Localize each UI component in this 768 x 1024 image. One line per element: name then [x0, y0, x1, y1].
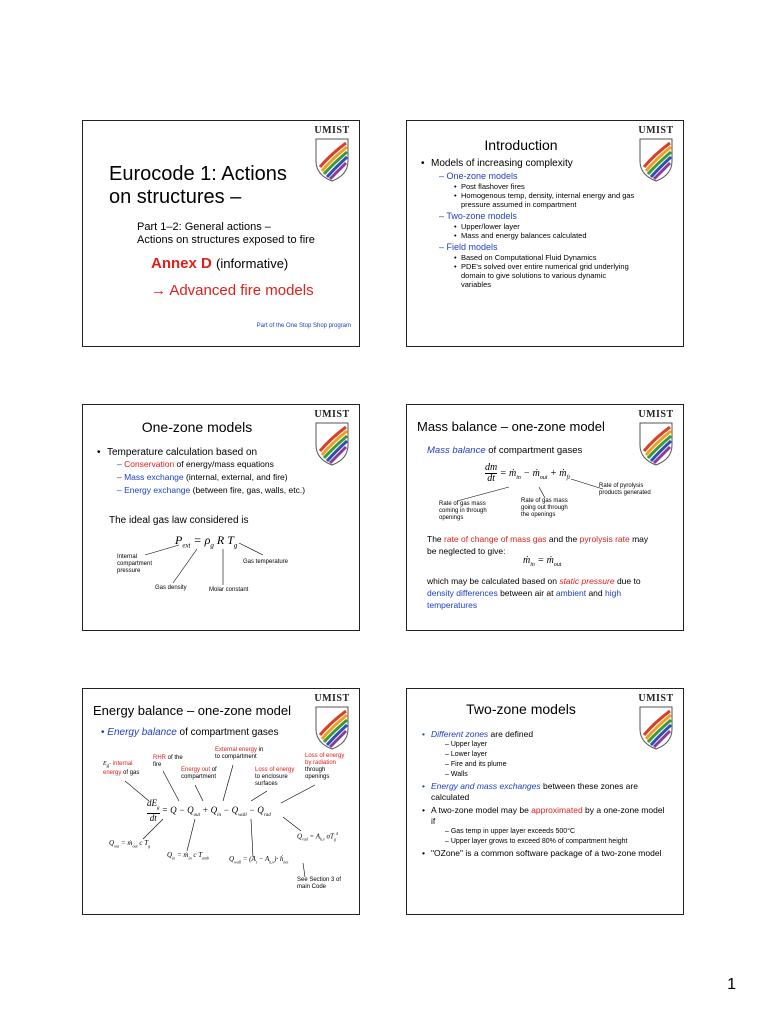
temperatures-label: temperatures: [427, 600, 478, 610]
label-mass-out: Rate of gas mass going out through the openings: [521, 498, 568, 518]
slide-one-zone-models: UMIST One-zone models • Temperature calculation based on – Conservation of energy/mass equations – Mass exchange (internal, external, and fire) – Energy exchange (between fire, gas, walls, etc.) The ideal gas law considered is $P_{ext} = \rho_g$ R $T_g$ Internal compartment pressure Gas density Molar constant Gas temperature: [82, 404, 360, 631]
label-pyrolysis: Rate of pyrolysis products generated: [599, 483, 651, 496]
ozone-text: "OZone" is a common software package of a two-zone model: [431, 848, 662, 858]
field-item: PDE's solved over entire numerical grid underlying: [461, 262, 629, 271]
advanced-fire-models: → Advanced fire models: [151, 282, 314, 299]
slide2-bullet: • Models of increasing complexity: [421, 158, 573, 169]
q-rad-equation: $Q_{rad} = A_{h,v}$ $\sigma T_g^4$: [297, 831, 338, 842]
slide1-subtitle-line1: Part 1–2: General actions –: [137, 221, 271, 233]
slide1-footer: Part of the One Stop Shop program: [256, 323, 351, 329]
logo-name: UMIST: [314, 693, 350, 704]
ideal-gas-equation: $P_{ext} = \rho_g$ R $T_g$: [175, 533, 238, 550]
two-zone-heading: – Two-zone models: [439, 211, 517, 221]
logo-name: UMIST: [314, 409, 350, 420]
slide4-title: Mass balance – one-zone model: [417, 419, 605, 434]
slide-introduction: UMIST Introduction • Models of increasing complexity – One-zone models • Post flashover fires • Homogenous temp, density, internal energy and gas pressure assumed in compartment – Two-zone models • Upper/lower layer • Mass and energy balances calculated – Field models • Based on Computational Fluid Dynamics • PDE's solved over entire numerical grid underlying domain to give solutions to various dynamic variables: [406, 120, 684, 347]
approx-text-2: by a one-zone model if: [431, 805, 665, 826]
energy-mass-exchanges-rest: between these zones are calculated: [431, 781, 638, 802]
different-zones-rest: are defined: [488, 729, 534, 739]
approximated-label: approximated: [531, 805, 583, 815]
two-zone-item: Mass and energy balances calculated: [461, 231, 587, 240]
slide5-title: Energy balance – one-zone model: [93, 703, 292, 718]
calc-text-4: and: [586, 588, 605, 598]
different-zones-label: Different zones: [431, 729, 489, 739]
calc-text-1: which may be calculated based on: [427, 576, 560, 586]
rate-of-change-label: rate of change of mass gas: [444, 534, 547, 544]
mass-balance-rest: of compartment gases: [485, 445, 583, 456]
ambient-label: ambient: [555, 588, 587, 598]
mass-balance-equation: $\frac{dm}{dt}$ = ṁ$_{in}$ − ṁ$_{out}$ + ṁ$_{fi}$: [485, 462, 570, 484]
density-differences-label: density differences: [427, 588, 498, 598]
energy-exchange-label: Energy exchange: [124, 485, 191, 495]
slide-eurocode-title: [82, 120, 360, 347]
slide1-subtitle-line2: Actions on structures exposed to fire: [137, 234, 315, 246]
neglect-text-1: The: [427, 534, 445, 544]
mass-in-out-equation: ṁ$_{in}$ = ṁ$_{out}$: [523, 555, 562, 568]
gas-law-arrows: [83, 405, 360, 631]
neglect-paragraph: [427, 533, 677, 557]
label-loss-enclosure: Loss of energy to enclosure surfaces: [255, 767, 295, 787]
annex-note: (informative): [216, 256, 289, 271]
see-section-note: See Section 3 of main Code: [297, 877, 342, 890]
energy-exchange-rest: (between fire, gas, walls, etc.): [190, 485, 306, 495]
annex-label: Annex D: [151, 255, 212, 272]
condition-item: Upper layer grows to exceed 80% of compartment height: [450, 838, 628, 845]
slide3-bullet: Temperature calculation based on: [107, 447, 258, 458]
calc-paragraph: [427, 575, 679, 611]
mass-balance-label: Mass balance: [427, 445, 486, 456]
one-zone-item: Post flashover fires: [461, 182, 525, 191]
zone-item: Walls: [450, 771, 468, 778]
conservation-label: Conservation: [124, 459, 175, 469]
label-molar-constant: Molar constant: [209, 587, 249, 593]
label-loss-radiation: Loss of energy by radiation through openings: [305, 753, 345, 780]
one-zone-heading: – One-zone models: [439, 171, 518, 181]
energy-mass-exchanges-label: Energy and mass exchanges: [431, 781, 541, 791]
label-internal-pressure: Internal compartment pressure: [117, 554, 153, 574]
label-gas-density: Gas density: [155, 585, 187, 591]
zone-item: Fire and its plume: [450, 761, 507, 768]
slide1-title-line2: on structures –: [109, 186, 242, 208]
umist-logo: [309, 125, 355, 185]
label-mass-in: Rate of gas mass coming in through openings: [439, 501, 487, 521]
gas-law-text: The ideal gas law considered is: [109, 515, 249, 526]
slide6-title: Two-zone models: [466, 701, 576, 717]
shield-icon: [314, 137, 350, 183]
label-internal-energy: $E_g-$ internal energy of gas: [103, 761, 140, 777]
one-zone-item: pressure assumed in compartment: [461, 200, 577, 209]
slide2-title: Introduction: [484, 137, 558, 153]
high-label: high: [605, 588, 622, 598]
field-models-heading: – Field models: [439, 242, 498, 252]
logo-name: UMIST: [638, 409, 674, 420]
energy-balance-rest: of compartment gases: [176, 727, 279, 738]
calc-text-2: due to: [614, 576, 641, 586]
q-wall-equation: $Q_{wall} = (A_t - A_{h,v})\cdot$ ḣ$_{net}$: [229, 855, 289, 865]
label-energy-out: Energy out of compartment: [181, 767, 217, 780]
q-in-equation: $Q_{in}$ = ṁ$_{in}$ c $T_{amb}$: [167, 851, 209, 861]
logo-name: UMIST: [638, 693, 674, 704]
neglect-text-3: may: [629, 534, 649, 544]
static-pressure-label: static pressure: [559, 576, 615, 586]
one-zone-item: Homogenous temp, density, internal energy and gas: [461, 191, 635, 200]
zone-item: Lower layer: [450, 751, 488, 758]
slide-mass-balance: [406, 404, 684, 631]
pyrolysis-rate-label: pyrolysis rate: [579, 534, 630, 544]
field-item: Based on Computational Fluid Dynamics: [461, 253, 597, 262]
slide-two-zone-models: UMIST Two-zone models • Different zones are defined – Upper layer – Lower layer – Fire and its plume – Walls • Energy and mass exchanges between these zones are calculated • A two-zone model may be approximated by a one-zone model if – Gas temp in upper layer exceeds 500°C – Upper layer grows to exceed 80% of compartment height • "OZone" is a common software package of a two-zone model: [406, 688, 684, 915]
slide1-title-line1: Eurocode 1: Actions: [109, 163, 287, 185]
page-number: 1: [727, 976, 736, 993]
label-gas-temperature: Gas temperature: [243, 559, 289, 565]
logo-name: UMIST: [314, 125, 350, 136]
condition-item: Gas temp in upper layer exceeds 500°C: [450, 828, 576, 835]
mass-exchange-label: Mass exchange: [124, 472, 184, 482]
energy-balance-label: Energy balance: [107, 727, 177, 738]
neglect-text-2: and the: [546, 534, 580, 544]
slide2-bullet-text: Models of increasing complexity: [431, 158, 573, 169]
slide3-title: One-zone models: [141, 419, 253, 435]
label-rhr: RHR of the fire: [153, 755, 183, 768]
energy-balance-equation: $dE_g$ dt = $Q - Q_{out} + Q_{in} - Q_{wall} - Q_{rad}$: [147, 798, 271, 823]
slide-energy-balance: UMIST Energy balance – one-zone model • Energy balance of compartment gases $E_g-$ internal energy of gas RHR of the fire Energy out of compartment External energy in to compartment Loss of energy to enclosure surfaces Loss of energy by radiation through openings $dE_g$ dt = $Q - Q_{out} + Q_{in} - Q_{wall} - Q_{rad}$ $Q_{out}$ = ṁ$_{out}$ c $T_g$ $Q_{in}$ = ṁ$_{in}$ c $T_{amb}$ $Q_{wall} = (A_t - A_{h,v})\cdot$ ḣ$_{net}$ $Q_{rad} = A_{h,v}$ $\sigma T_g^4$ See Section 3 of main Code: [82, 688, 360, 915]
conservation-rest: of energy/mass equations: [174, 459, 274, 469]
q-out-equation: $Q_{out}$ = ṁ$_{out}$ c $T_g$: [109, 839, 151, 849]
logo-name: UMIST: [638, 125, 674, 136]
two-zone-item: Upper/lower layer: [461, 222, 520, 231]
field-item: variables: [461, 280, 492, 289]
mass-exchange-rest: (internal, external, and fire): [183, 472, 288, 482]
label-external-energy: External energy in to compartment: [215, 747, 264, 760]
calc-text-3: between air at: [497, 588, 556, 598]
neglect-text-4: be neglected to give:: [427, 546, 506, 556]
approx-text-1: A two-zone model may be: [431, 805, 532, 815]
zone-item: Upper layer: [450, 741, 488, 748]
field-item: domain to give solutions to various dynamic: [461, 271, 607, 280]
